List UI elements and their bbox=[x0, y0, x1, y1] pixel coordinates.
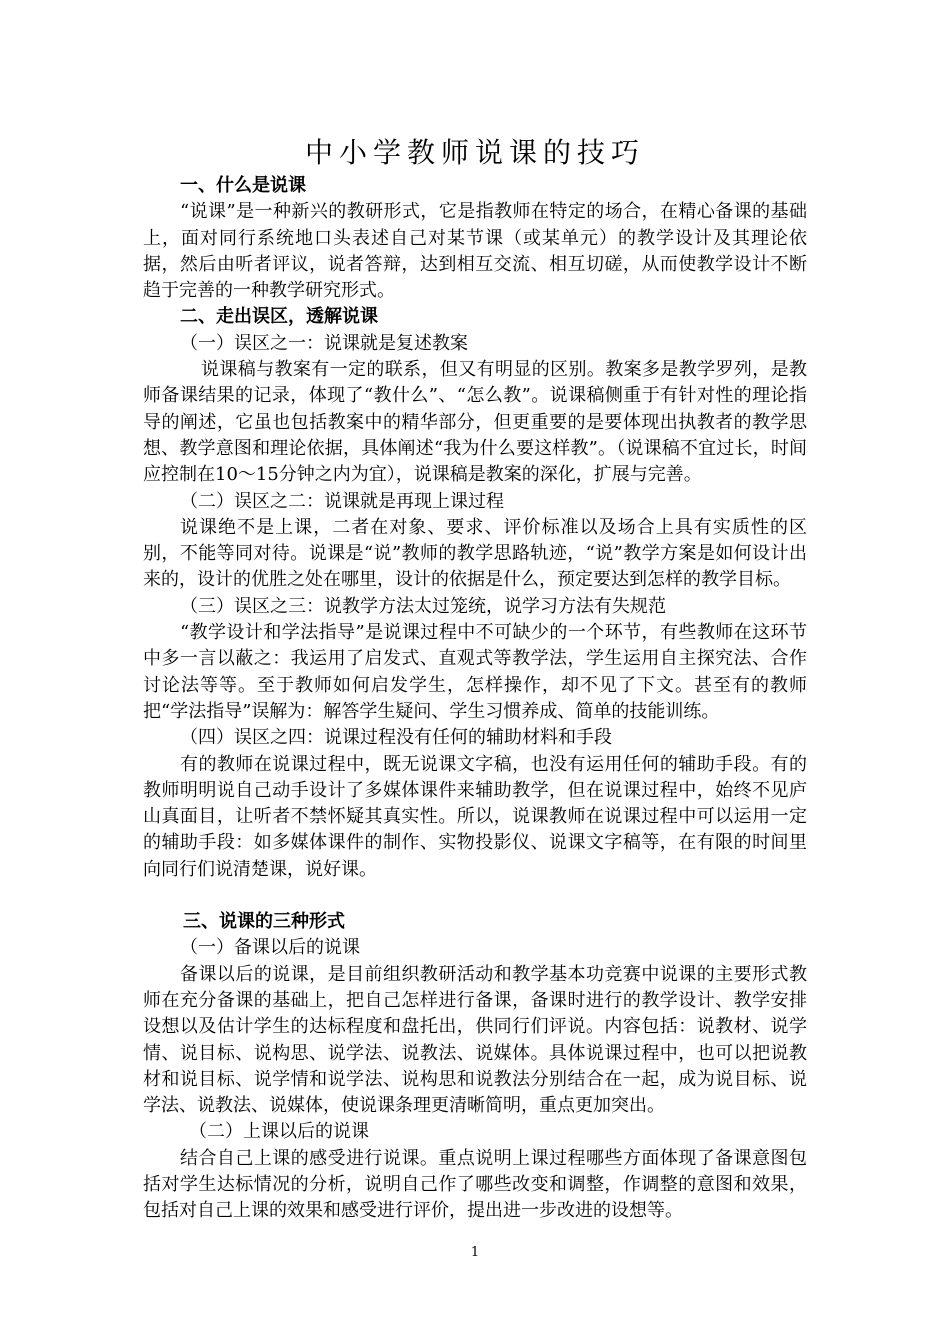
paragraph: 说课稿与教案有一定的联系，但又有明显的区别。教案多是教学罗列，是教师备课结果的记录，体现了“教什么”、“怎么教”。说课稿侧重于有针对性的理论指导的阐述，它虽也包括教案中的精华部分，但更重要的是要体现出执教者的教学思想、教学意图和理论依据，具体阐述“我为什么要这样教”。（说课稿不宜过长，时间应控制在10～15分钟之内为宜），说课稿是教案的深化，扩展与完善。 bbox=[143, 359, 807, 486]
paragraph: “说课”是一种新兴的教研形式，它是指教师在特定的场合，在精心备课的基础上，面对同行系统地口头表述自己对某节课（或某单元）的教学设计及其理论依据，然后由听者评议，说者答辩，达到相互交流、相互切磋，从而使教学设计不断趋于完善的一种教学研究形式。 bbox=[143, 201, 807, 302]
section-heading: 三、说课的三种形式 bbox=[183, 911, 345, 933]
subheading: （一）备课以后的说课 bbox=[180, 937, 360, 959]
paragraph: “教学设计和学法指导”是说课过程中不可缺少的一个环节，有些教师在这环节中多一言以蔽之：我运用了启发式、直观式等教学法，学生运用自主探究法、合作讨论法等等。至于教师如何启发学生，怎样操作，却不见了下文。甚至有的教师把“学法指导”误解为：解答学生疑问、学生习惯养成、简单的技能训练。 bbox=[143, 622, 807, 722]
subheading: （三）误区之三：说教学方法太过笼统，说学习方法有失规范 bbox=[180, 595, 666, 617]
paragraph: 有的教师在说课过程中，既无说课文字稿，也没有运用任何的辅助手段。有的教师明明说自己动手设计了多媒体课件来辅助教学，但在说课过程中，始终不见庐山真面目，让听者不禁怀疑其真实性。所以，说课教师在说课过程中可以运用一定的辅助手段：如多媒体课件的制作、实物投影仪、说课文字稿等，在有限的时间里向同行们说清楚课，说好课。 bbox=[143, 753, 807, 880]
document-body bbox=[143, 173, 807, 1225]
spacer bbox=[143, 883, 807, 909]
subheading: （一）误区之一：说课就是复述教案 bbox=[180, 332, 468, 354]
page-number: 1 bbox=[470, 1245, 480, 1260]
paragraph: 结合自己上课的感受进行说课。重点说明上课过程哪些方面体现了备课意图包括对学生达标情况的分析，说明自己作了哪些改变和调整，作调整的意图和效果，包括对自己上课的效果和感受进行评价，提出进一步改进的设想等。 bbox=[143, 1147, 807, 1222]
paragraph: 说课绝不是上课，二者在对象、要求、评价标准以及场合上具有实质性的区别，不能等同对待。说课是“说”教师的教学思路轨迹，“说”教学方案是如何设计出来的，设计的优胜之处在哪里，设计的依据是什么，预定要达到怎样的教学目标。 bbox=[143, 516, 807, 591]
section-heading: 一、什么是说课 bbox=[180, 175, 306, 196]
subheading: （二）上课以后的说课 bbox=[189, 1121, 369, 1143]
subheading: （四）误区之四：说课过程没有任何的辅助材料和手段 bbox=[180, 727, 612, 749]
paragraph: 备课以后的说课，是目前组织教研活动和教学基本功竞赛中说课的主要形式教师在充分备课的基础上，把自己怎样进行备课，备课时进行的教学设计、教学安排设想以及估计学生的达标程度和盘托出，供同行们评说。内容包括：说教材、说学情、说目标、说构思、说学法、说教法、说媒体。具体说课过程中，也可以把说教材和说目标、说学情和说学法、说构思和说教法分别结合在一起，成为说目标、说学法、说教法、说媒体，使说课条理更清晰简明，重点更加突出。 bbox=[143, 963, 807, 1117]
section-heading: 二、走出误区，透解说课 bbox=[180, 306, 378, 328]
document-title: 中小学教师说课的技巧 bbox=[304, 136, 645, 169]
subheading: （二）误区之二：说课就是再现上课过程 bbox=[180, 490, 504, 512]
